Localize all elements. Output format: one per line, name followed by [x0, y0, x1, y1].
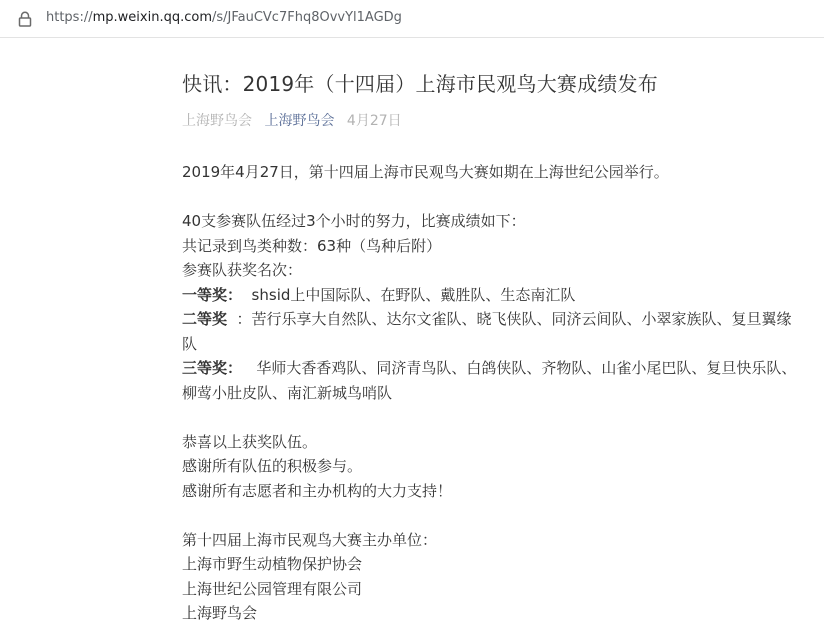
award-first-teams: shsid上中国际队、在野队、戴胜队、生态南汇队: [242, 285, 576, 304]
article-meta: [182, 111, 410, 131]
url-host: mp.weixin.qq.com: [92, 10, 212, 25]
thanks-teams-line: 感谢所有队伍的积极参与。: [182, 457, 363, 475]
award-third: [182, 356, 802, 405]
article-author: 上海野鸟会: [182, 113, 252, 129]
organizer-item: 上海野鸟会: [182, 604, 258, 622]
award-second: [182, 307, 802, 356]
award-second-name: 二等奖: [182, 310, 228, 328]
intro-paragraph: 2019年4月27日，第十四届上海市民观鸟大赛如期在上海世纪公园举行。: [182, 163, 669, 181]
url-scheme: https://: [46, 10, 93, 25]
url-text[interactable]: [46, 9, 402, 27]
congrats-line: 恭喜以上获奖队伍。: [182, 432, 318, 451]
award-second-teams: ：苦行乐享大自然队、达尔文雀队、晓飞侠队、同济云间队、小翠家族队、复旦翼缘队: [182, 310, 792, 353]
award-first-name: 一等奖：: [182, 285, 243, 304]
organizers-heading: 第十四届上海市民观鸟大赛主办单位：: [182, 530, 438, 549]
url-path: /s/JFauCVc7Fhq8OvvYl1AGDg: [211, 10, 402, 25]
publish-date: 4月27日: [346, 113, 402, 129]
article-page: [0, 38, 824, 641]
article-title: 快讯：2019年（十四届）上海市民观鸟大赛成绩发布: [182, 72, 658, 96]
browser-address-bar[interactable]: [0, 0, 824, 38]
lock-icon: [18, 11, 32, 27]
ranking-heading: 参赛队获奖名次：: [182, 261, 303, 279]
thanks-volunteers-line: 感谢所有志愿者和主办机构的大力支持！: [182, 481, 453, 500]
account-link[interactable]: 上海野鸟会: [264, 113, 335, 129]
species-count: 共记录到鸟类种数：63种（鸟种后附）: [182, 236, 442, 255]
results-intro: 40支参赛队伍经过3个小时的努力，比赛成绩如下：: [182, 212, 526, 230]
award-third-teams: 华师大香香鸡队、同济青鸟队、白鸽侠队、齐物队、山雀小尾巴队、复旦快乐队、柳莺小肚皮队、南汇新城鸟哨队: [182, 359, 797, 402]
article-body: [182, 160, 802, 626]
award-third-name: 三等奖：: [182, 359, 243, 377]
organizer-item: 上海世纪公园管理有限公司: [182, 579, 363, 598]
organizer-item: 上海市野生动植物保护协会: [182, 555, 363, 573]
award-first: [182, 283, 802, 308]
